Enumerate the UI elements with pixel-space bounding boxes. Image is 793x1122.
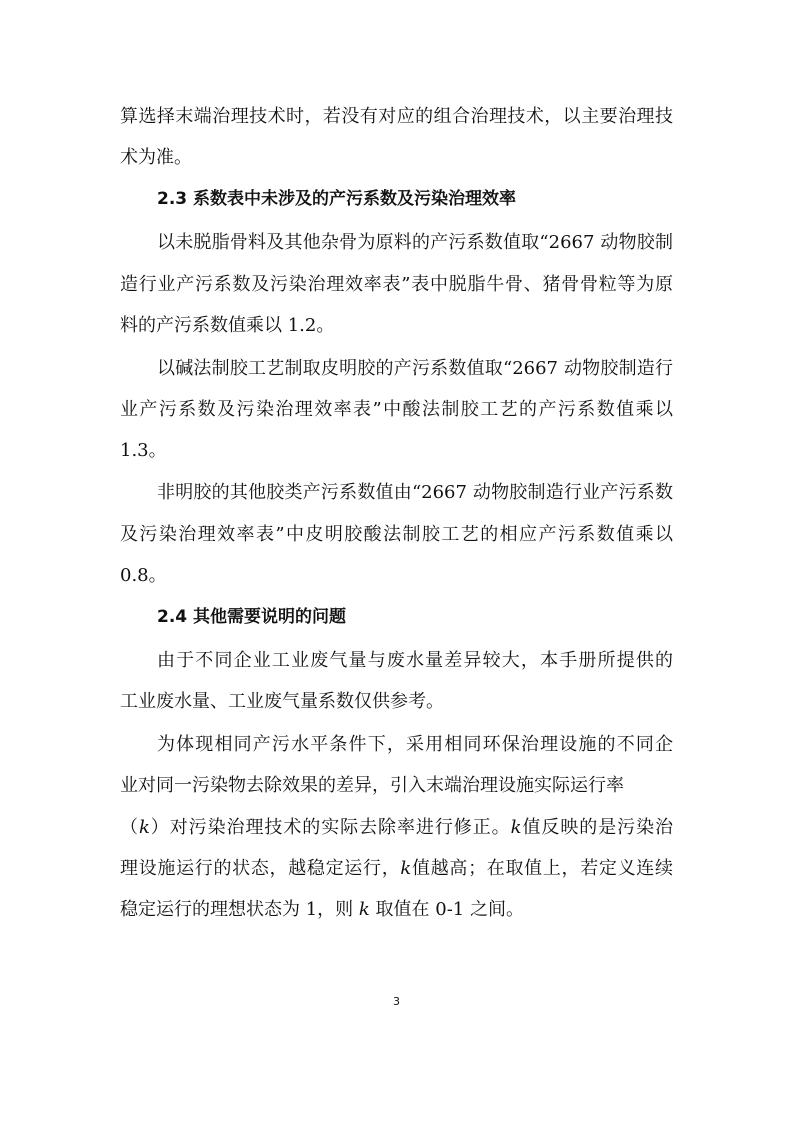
paragraph-line: 以碱法制胶工艺制取皮明胶的产污系数值取“2667 动物胶制造行	[157, 358, 673, 379]
variable-k: k	[510, 817, 522, 838]
paragraph-line: 业产污系数及污染治理效率表”中酸法制胶工艺的产污系数值乘以	[120, 399, 673, 420]
section-heading-2-3: 2.3 系数表中未涉及的产污系数及污染治理效率	[157, 189, 517, 209]
paragraph-line: 及污染治理效率表”中皮明胶酸法制胶工艺的相应产污系数值乘以	[120, 524, 673, 545]
text-run: 值反映的是污染治	[521, 817, 674, 838]
text-run: 稳定运行的理想状态为 1，则	[120, 899, 359, 920]
paragraph-line	[120, 817, 673, 839]
paragraph-line: 料的产污系数值乘以 1.2。	[120, 315, 335, 336]
paragraph-line: 1.3。	[120, 440, 167, 461]
text-run: （	[120, 817, 139, 838]
paragraph-line: 算选择末端治理技术时，若没有对应的组合治理技术，以主要治理技	[120, 106, 673, 127]
text-run: 理设施运行的状态，越稳定运行，	[120, 858, 401, 879]
text-run: 取值在 0-1 之间。	[369, 899, 524, 920]
text-run: 值越高；在取值上，若定义连续	[411, 858, 674, 879]
paragraph-line	[120, 899, 673, 921]
text-run: ）对污染治理技术的实际去除率进行修正。	[149, 817, 511, 838]
paragraph-line: 业对同一污染物去除效果的差异，引入末端治理设施实际运行率	[120, 775, 624, 796]
paragraph-line: 造行业产污系数及污染治理效率表”表中脱脂牛骨、猪骨骨粒等为原	[120, 274, 673, 295]
paragraph-line	[120, 858, 673, 880]
paragraph-line: 术为准。	[120, 147, 192, 168]
section-heading-2-4: 2.4 其他需要说明的问题	[157, 607, 347, 627]
variable-k: k	[400, 858, 412, 879]
variable-k: k	[358, 899, 370, 920]
paragraph-line: 由于不同企业工业废气量与废水量差异较大，本手册所提供的	[157, 650, 673, 671]
paragraph-line: 为体现相同产污水平条件下，采用相同环保治理设施的不同企	[157, 734, 673, 755]
page-number: 3	[393, 995, 400, 1008]
paragraph-line: 以未脱脂骨料及其他杂骨为原料的产污系数值取“2667 动物胶制	[157, 232, 673, 253]
paragraph-line: 非明胶的其他胶类产污系数值由“2667 动物胶制造行业产污系数	[157, 482, 673, 503]
variable-k: k	[138, 817, 150, 838]
paragraph-line: 工业废水量、工业废气量系数仅供参考。	[120, 691, 444, 712]
paragraph-line: 0.8。	[120, 565, 167, 586]
